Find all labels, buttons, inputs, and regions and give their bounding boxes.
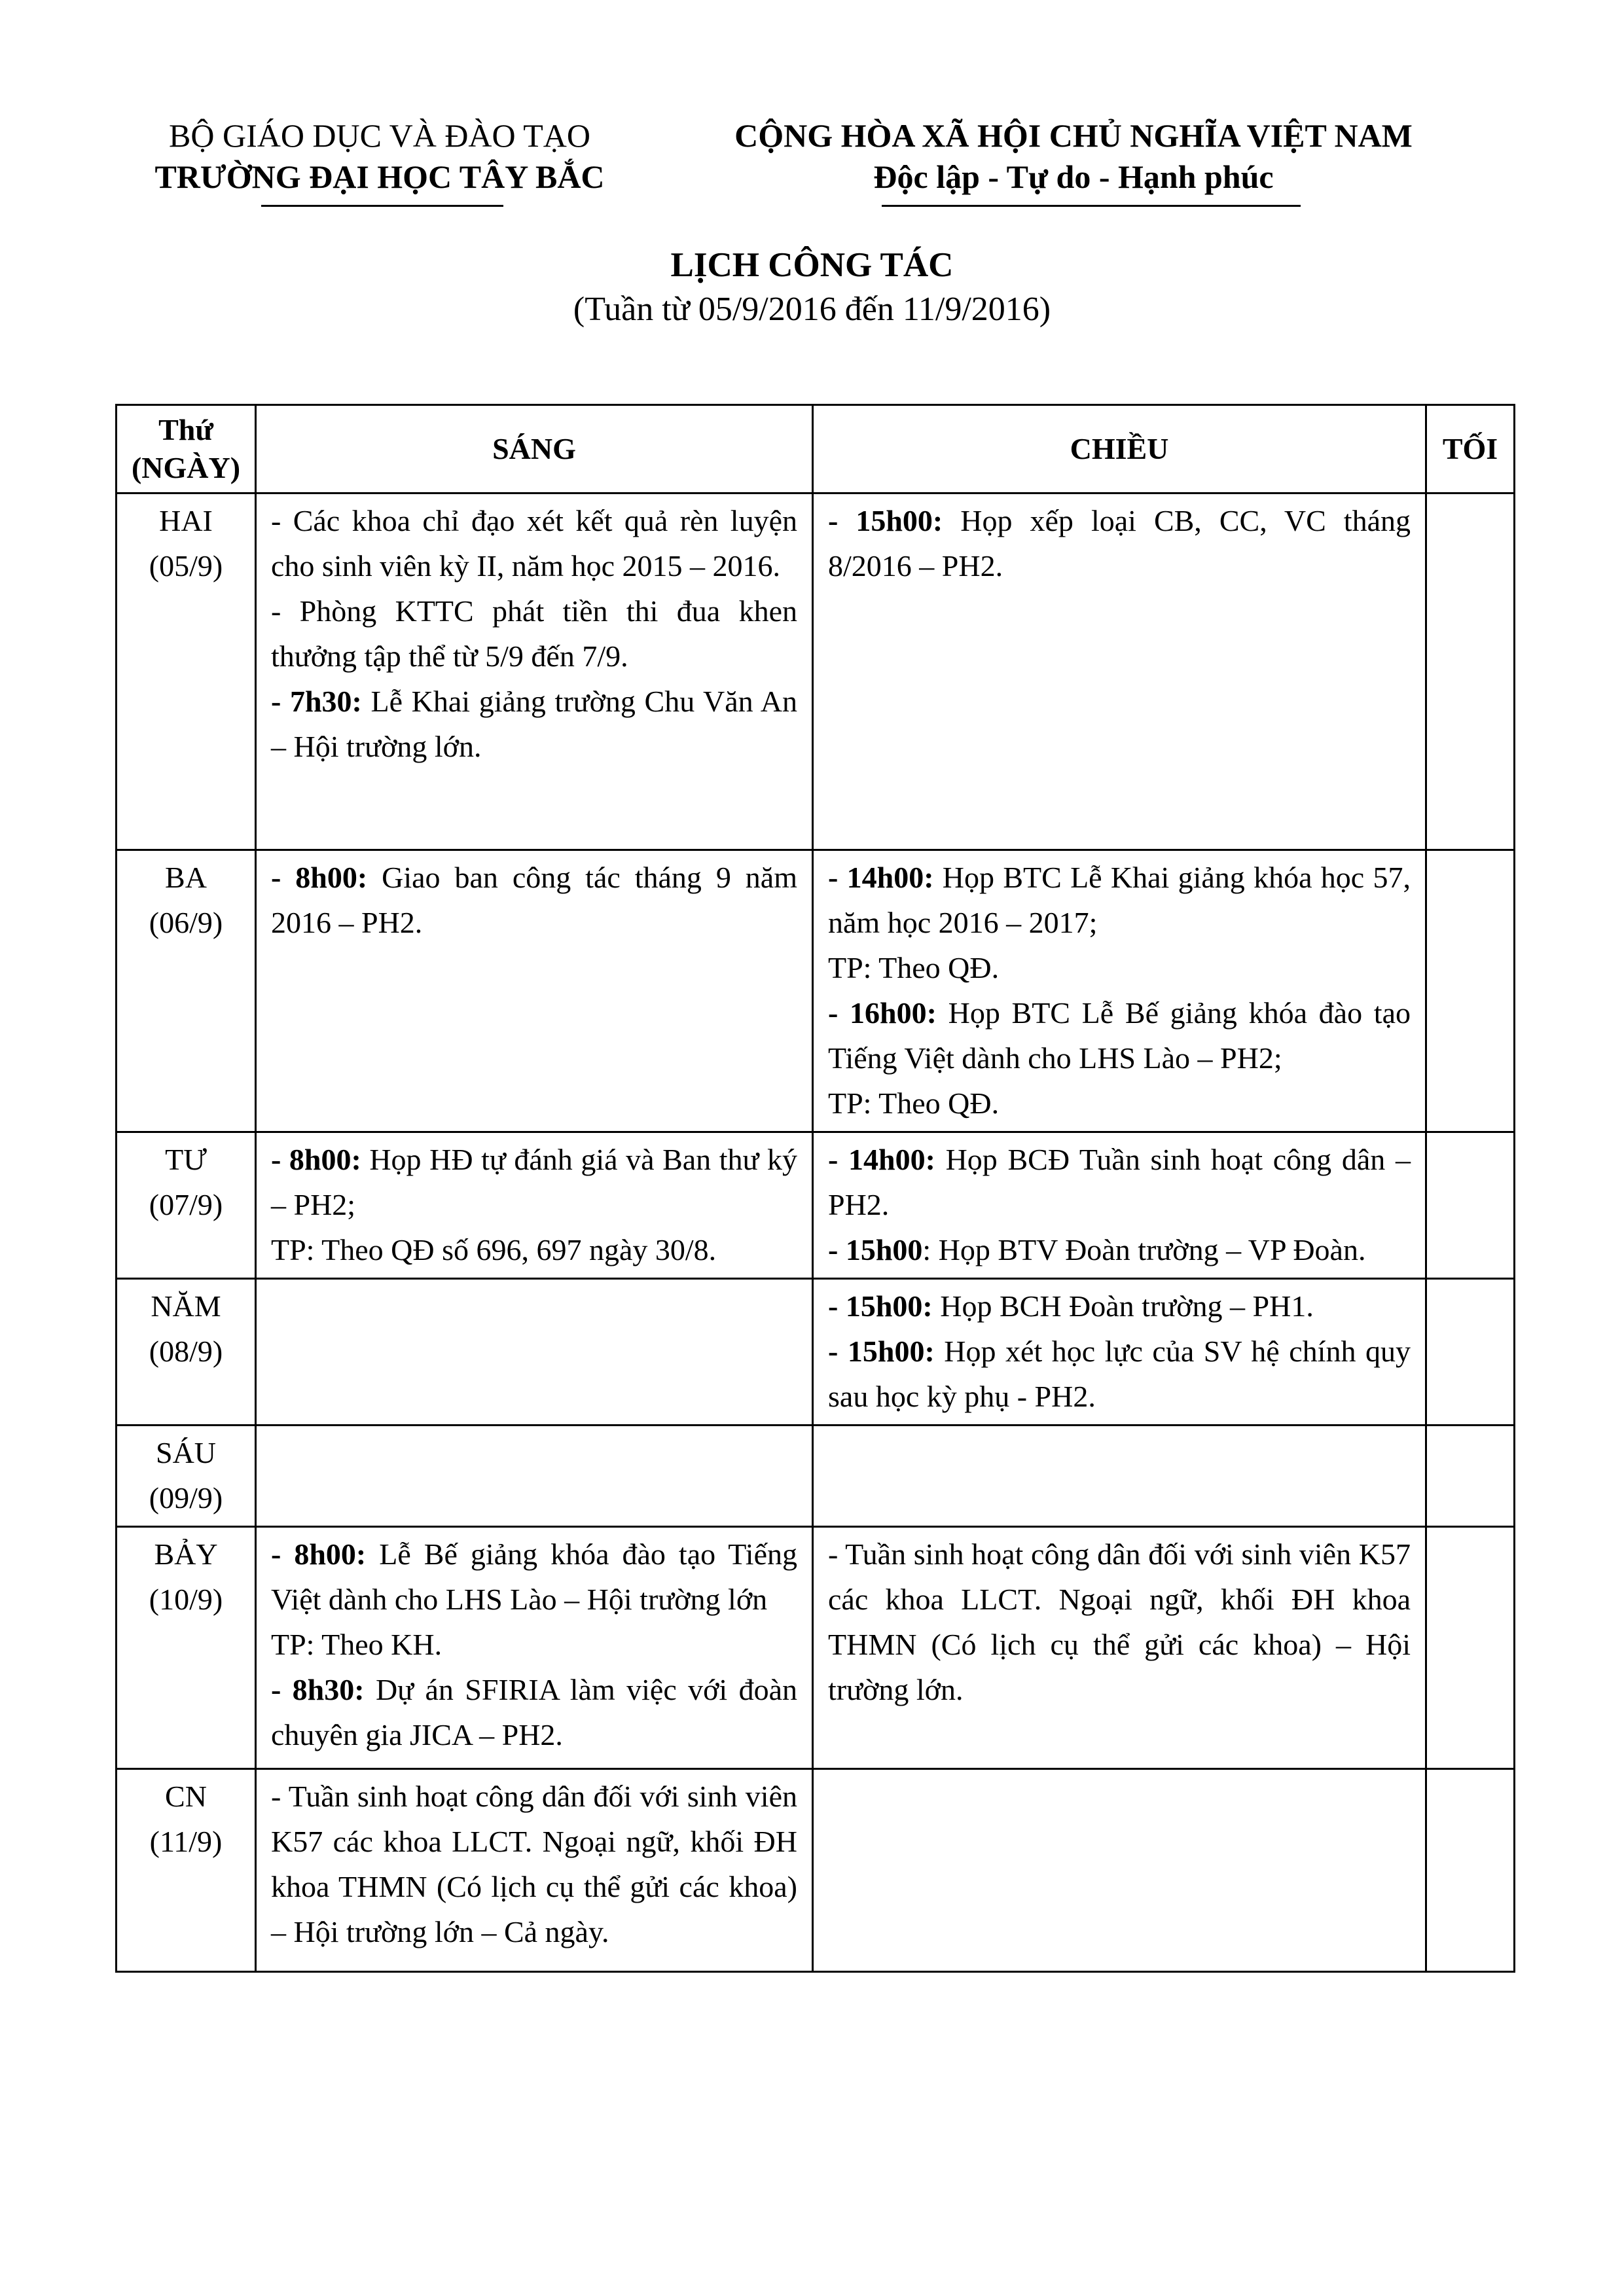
evening-cell [1426, 1279, 1515, 1426]
evening-cell [1426, 1769, 1515, 1972]
entry-time: - 8h00: [271, 1143, 361, 1176]
afternoon-entry [828, 1329, 1411, 1419]
day-date: (06/9) [149, 906, 223, 939]
column-header-day-line1: Thứ [158, 413, 213, 446]
university-name: TRƯỜNG ĐẠI HỌC TÂY BẮC [154, 158, 605, 195]
column-header-day [117, 405, 256, 493]
schedule-row [117, 1527, 1515, 1769]
afternoon-entry [828, 1137, 1411, 1227]
entry-time: - 16h00: [828, 996, 937, 1030]
day-cell [117, 493, 256, 850]
ministry-name: BỘ GIÁO DỤC VÀ ĐÀO TẠO [169, 117, 590, 154]
day-cell [117, 1279, 256, 1426]
day-name: HAI [159, 504, 213, 537]
entry-time: - 14h00: [828, 861, 934, 894]
day-date: (11/9) [149, 1825, 223, 1858]
schedule-row [117, 1769, 1515, 1972]
afternoon-cell [813, 1527, 1426, 1769]
morning-entry [271, 679, 797, 769]
schedule-row [117, 1426, 1515, 1527]
day-date: (10/9) [149, 1583, 223, 1616]
day-date: (09/9) [149, 1481, 223, 1515]
entry-text: Họp BTC Lễ Bế giảng khóa đào tạo Tiếng Việt dành cho LHS Lào – PH2; [828, 996, 1411, 1075]
morning-entry [271, 1227, 797, 1272]
entry-time: - 15h00: [828, 1289, 933, 1323]
morning-entry [271, 1137, 797, 1227]
entry-time: - 14h00: [828, 1143, 935, 1176]
column-header-evening: TỐI [1426, 405, 1515, 493]
evening-cell [1426, 493, 1515, 850]
entry-time: - 8h30: [271, 1673, 365, 1706]
entry-text: Họp BCH Đoàn trường – PH1. [932, 1289, 1314, 1323]
afternoon-entry [828, 945, 1411, 990]
entry-text: Họp xét học lực của SV hệ chính quy sau học kỳ phụ - PH2. [828, 1335, 1411, 1413]
afternoon-entry [828, 498, 1411, 588]
entry-text: Giao ban công tác tháng 9 năm 2016 – PH2. [271, 861, 797, 939]
day-name: CN [165, 1780, 207, 1813]
day-date: (07/9) [149, 1188, 223, 1221]
afternoon-entry [828, 990, 1411, 1081]
entry-text: Lễ Khai giảng trường Chu Văn An – Hội trường lớn. [271, 685, 797, 763]
day-name: BẢY [154, 1537, 218, 1571]
entry-time: - 15h00: [828, 504, 943, 537]
country-name: CỘNG HÒA XÃ HỘI CHỦ NGHĨA VIỆT NAM [734, 117, 1413, 154]
day-name: TƯ [165, 1143, 207, 1176]
day-name: NĂM [151, 1289, 221, 1323]
day-cell [117, 850, 256, 1132]
entry-text: TP: Theo QĐ. [828, 1086, 1000, 1120]
morning-entry [271, 498, 797, 588]
afternoon-cell [813, 1132, 1426, 1279]
morning-entry [271, 1532, 797, 1622]
motto-underline [882, 205, 1301, 207]
evening-cell [1426, 850, 1515, 1132]
schedule-row [117, 850, 1515, 1132]
evening-cell [1426, 1426, 1515, 1527]
afternoon-cell [813, 850, 1426, 1132]
entry-text: - Các khoa chỉ đạo xét kết quả rèn luyện cho sinh viên kỳ II, năm học 2015 – 2016. [271, 504, 797, 583]
schedule-row [117, 1132, 1515, 1279]
afternoon-entry [828, 855, 1411, 945]
entry-time: - 7h30: [271, 685, 362, 718]
entry-text: Họp BTC Lễ Khai giảng khóa học 57, năm học 2016 – 2017; [828, 861, 1411, 939]
afternoon-cell [813, 1769, 1426, 1972]
entry-text: TP: Theo KH. [271, 1628, 442, 1661]
column-header-morning: SÁNG [256, 405, 813, 493]
entry-text: Dự án SFIRIA làm việc với đoàn chuyên gia JICA – PH2. [271, 1673, 797, 1751]
entry-text: - Tuần sinh hoạt công dân đối với sinh viên K57 các khoa LLCT. Ngoại ngữ, khối ĐH khoa THMN (Có lịch cụ thể gửi các khoa) – Hội trường lớn – Cả ngày. [271, 1780, 797, 1948]
afternoon-entry [828, 1532, 1411, 1712]
day-cell [117, 1426, 256, 1527]
schedule-row [117, 493, 1515, 850]
evening-cell [1426, 1132, 1515, 1279]
header-row [117, 405, 1515, 493]
entry-time: - 15h00 [828, 1233, 923, 1266]
header-left [118, 115, 641, 198]
afternoon-entry [828, 1227, 1411, 1272]
morning-entry [271, 1774, 797, 1954]
afternoon-cell [813, 493, 1426, 850]
document-title: LỊCH CÔNG TÁC [670, 246, 954, 284]
morning-cell [256, 1426, 813, 1527]
morning-entry [271, 1622, 797, 1667]
entry-text: Họp xếp loại CB, CC, VC tháng 8/2016 – PH2. [828, 504, 1411, 583]
day-cell [117, 1527, 256, 1769]
day-name: BA [165, 861, 207, 894]
entry-text: TP: Theo QĐ số 696, 697 ngày 30/8. [271, 1233, 717, 1266]
afternoon-entry [828, 1283, 1411, 1329]
week-range: (Tuần từ 05/9/2016 đến 11/9/2016) [573, 291, 1051, 328]
day-cell [117, 1769, 256, 1972]
morning-entry [271, 1667, 797, 1757]
day-name: SÁU [155, 1436, 217, 1469]
morning-cell [256, 1279, 813, 1426]
entry-text: Họp BCĐ Tuần sinh hoạt công dân – PH2. [828, 1143, 1411, 1221]
afternoon-cell [813, 1279, 1426, 1426]
day-date: (08/9) [149, 1335, 223, 1368]
schedule-table [115, 404, 1515, 1973]
day-date: (05/9) [149, 549, 223, 583]
day-cell [117, 1132, 256, 1279]
entry-text: - Tuần sinh hoạt công dân đối với sinh viên K57 các khoa LLCT. Ngoại ngữ, khối ĐH khoa THMN (Có lịch cụ thể gửi các khoa) – Hội trường lớn. [828, 1537, 1411, 1706]
evening-cell [1426, 1527, 1515, 1769]
entry-text: : Họp BTV Đoàn trường – VP Đoàn. [922, 1233, 1366, 1266]
morning-entry [271, 855, 797, 945]
national-motto: Độc lập - Tự do - Hạnh phúc [873, 158, 1274, 195]
university-underline [261, 205, 503, 207]
entry-time: - 8h00: [271, 1537, 367, 1571]
schedule-row [117, 1279, 1515, 1426]
entry-text: - Phòng KTTC phát tiền thi đua khen thưởng tập thể từ 5/9 đến 7/9. [271, 594, 797, 673]
entry-time: - 8h00: [271, 861, 368, 894]
entry-text: Họp HĐ tự đánh giá và Ban thư ký – PH2; [271, 1143, 797, 1221]
entry-text: Lễ Bế giảng khóa đào tạo Tiếng Việt dành cho LHS Lào – Hội trường lớn [271, 1537, 797, 1616]
morning-cell [256, 1527, 813, 1769]
header-right [681, 115, 1466, 198]
entry-text: TP: Theo QĐ. [828, 951, 1000, 984]
afternoon-entry [828, 1081, 1411, 1126]
morning-cell [256, 1132, 813, 1279]
column-header-afternoon: CHIỀU [813, 405, 1426, 493]
morning-cell [256, 850, 813, 1132]
afternoon-cell [813, 1426, 1426, 1527]
column-header-day-line2: (NGÀY) [131, 451, 241, 484]
morning-cell [256, 1769, 813, 1972]
morning-entry [271, 588, 797, 679]
morning-cell [256, 493, 813, 850]
entry-time: - 15h00: [828, 1335, 935, 1368]
